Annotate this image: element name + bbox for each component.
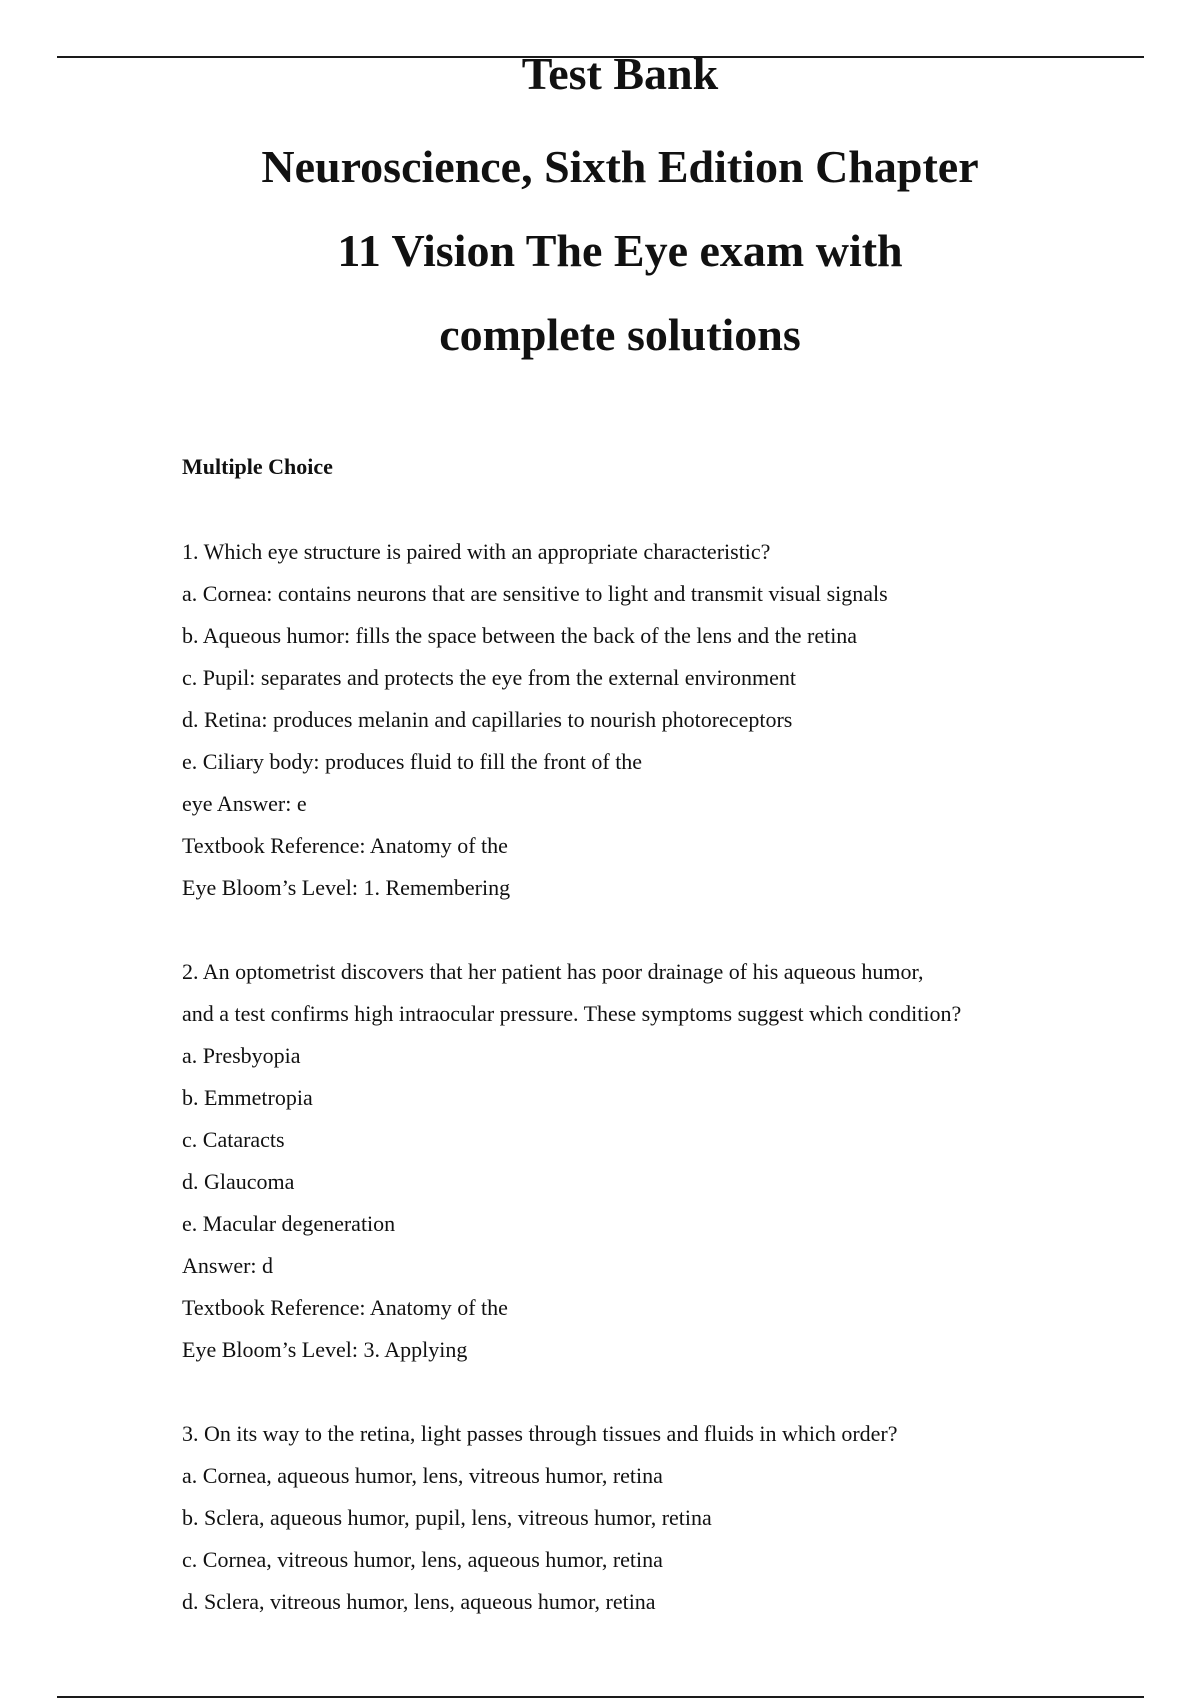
bloom-level-line: Eye Bloom’s Level: 3. Applying [182, 1337, 468, 1362]
question-line: and a test confirms high intraocular pressure. These symptoms suggest which condition? [182, 1001, 962, 1026]
option-line: c. Cornea, vitreous humor, lens, aqueous humor, retina [182, 1547, 663, 1572]
title-line: Test Bank [521, 48, 719, 99]
option-line: a. Cornea, aqueous humor, lens, vitreous humor, retina [182, 1463, 663, 1488]
reference-line: Textbook Reference: Anatomy of the [182, 833, 508, 858]
question-line: 2. An optometrist discovers that her patient has poor drainage of his aqueous humor, [182, 959, 924, 984]
option-line: d. Sclera, vitreous humor, lens, aqueous humor, retina [182, 1589, 656, 1614]
question-2 [182, 951, 1082, 1371]
reference-line: Textbook Reference: Anatomy of the [182, 1295, 508, 1320]
bottom-rule [57, 1696, 1144, 1698]
option-line: e. Ciliary body: produces fluid to fill the front of the [182, 749, 643, 774]
option-line: e. Macular degeneration [182, 1211, 396, 1236]
question-line: 1. Which eye structure is paired with an appropriate characteristic? [182, 539, 771, 564]
title-line: Neuroscience, Sixth Edition Chapter [261, 141, 979, 192]
answer-line: eye Answer: e [182, 791, 307, 816]
option-line: c. Pupil: separates and protects the eye from the external environment [182, 665, 796, 690]
question-1 [182, 531, 1082, 909]
option-line: a. Cornea: contains neurons that are sensitive to light and transmit visual signals [182, 581, 888, 606]
option-line: d. Glaucoma [182, 1169, 295, 1194]
bloom-level-line: Eye Bloom’s Level: 1. Remembering [182, 875, 511, 900]
question-line: 3. On its way to the retina, light passes through tissues and fluids in which order? [182, 1421, 898, 1446]
option-line: d. Retina: produces melanin and capillaries to nourish photoreceptors [182, 707, 793, 732]
option-line: b. Emmetropia [182, 1085, 313, 1110]
title-line: 11 Vision The Eye exam with [337, 225, 903, 276]
option-line: a. Presbyopia [182, 1043, 301, 1068]
option-line: b. Aqueous humor: fills the space between the back of the lens and the retina [182, 623, 858, 648]
section-heading: Multiple Choice [182, 454, 333, 479]
title-line: complete solutions [439, 309, 801, 360]
option-line: c. Cataracts [182, 1127, 285, 1152]
document-body [182, 449, 1082, 1665]
document-title [100, 42, 1140, 377]
answer-line: Answer: d [182, 1253, 274, 1278]
question-3 [182, 1413, 1082, 1623]
option-line: b. Sclera, aqueous humor, pupil, lens, vitreous humor, retina [182, 1505, 712, 1530]
